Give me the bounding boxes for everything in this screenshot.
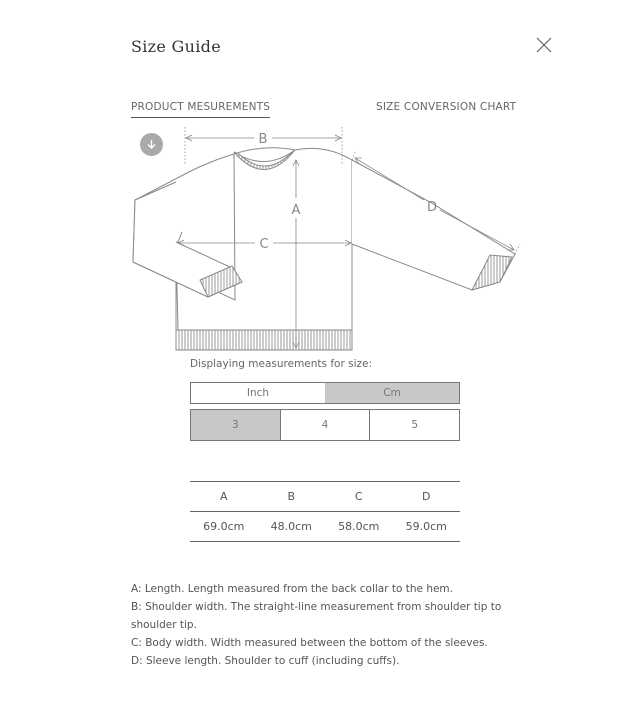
- header-c: C: [325, 482, 393, 512]
- measurement-notes: [131, 580, 521, 670]
- label-a: A: [291, 203, 301, 218]
- download-icon: [145, 138, 158, 151]
- value-b: 48.0cm: [258, 512, 326, 542]
- sweater-diagram: [130, 122, 522, 352]
- tab-size-conversion[interactable]: SIZE CONVERSION CHART: [376, 101, 517, 113]
- header-a: A: [190, 482, 258, 512]
- note-b: B: Shoulder width. The straight-line measurement from shoulder tip to shoulder tip.: [131, 601, 502, 631]
- download-button[interactable]: [140, 133, 163, 156]
- size-4-button[interactable]: 4: [281, 410, 371, 440]
- measurement-table: [190, 481, 460, 542]
- label-b: B: [258, 132, 268, 147]
- unit-inch-button[interactable]: Inch: [246, 387, 270, 399]
- size-caption: Displaying measurements for size:: [190, 358, 373, 370]
- size-3-button[interactable]: 3: [191, 410, 281, 440]
- unit-cm-button[interactable]: Cm: [325, 383, 459, 403]
- close-button[interactable]: [534, 35, 554, 55]
- note-c: C: Body width. Width measured between the bottom of the sleeves.: [131, 637, 488, 649]
- value-a: 69.0cm: [190, 512, 258, 542]
- note-d: D: Sleeve length. Shoulder to cuff (including cuffs).: [131, 655, 400, 667]
- label-c: C: [259, 237, 269, 252]
- unit-toggle: [190, 382, 460, 404]
- table-header-row: [190, 482, 460, 512]
- size-selector: [190, 409, 460, 441]
- header-b: B: [258, 482, 326, 512]
- size-5-button[interactable]: 5: [411, 419, 419, 431]
- value-d: 59.0cm: [393, 512, 461, 542]
- value-c: 58.0cm: [325, 512, 393, 542]
- label-d: D: [426, 200, 438, 215]
- tab-product-measurements[interactable]: PRODUCT MESUREMENTS: [131, 101, 270, 118]
- header-d: D: [393, 482, 461, 512]
- note-a: A: Length. Length measured from the back collar to the hem.: [131, 583, 453, 595]
- close-icon: [534, 35, 554, 55]
- page-title: Size Guide: [131, 37, 221, 56]
- table-row: [190, 512, 460, 542]
